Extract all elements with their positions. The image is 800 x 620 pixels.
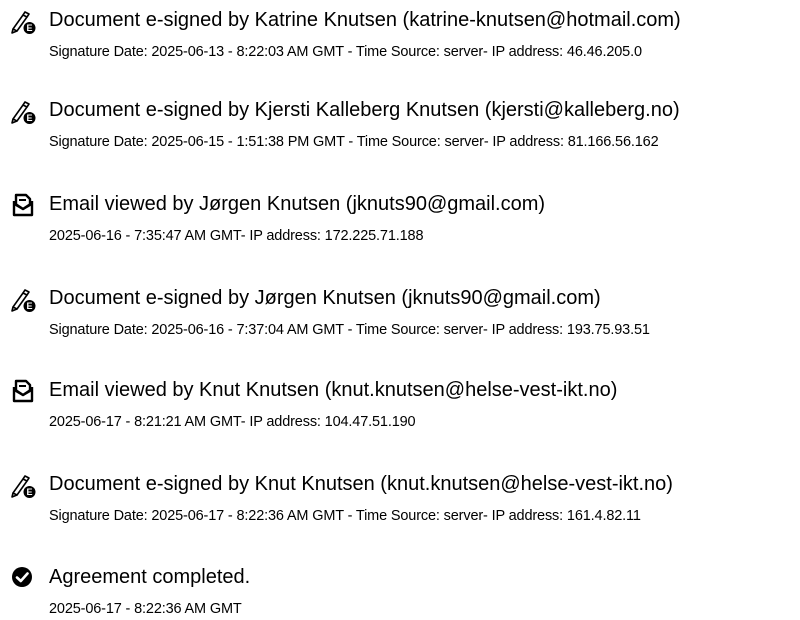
- svg-text:E: E: [26, 487, 33, 498]
- event-title: Document e-signed by Jørgen Knutsen (jknuts90@gmail.com): [49, 287, 601, 309]
- event-detail: Signature Date: 2025-06-15 - 1:51:38 PM GMT - Time Source: server- IP address: 81.166.56.162: [49, 134, 659, 150]
- event-detail: Signature Date: 2025-06-16 - 7:37:04 AM GMT - Time Source: server- IP address: 193.75.93.51: [49, 322, 650, 338]
- signature-pen-icon: [10, 473, 36, 499]
- event-detail: Signature Date: 2025-06-13 - 8:22:03 AM GMT - Time Source: server- IP address: 46.46.205.0: [49, 44, 642, 60]
- svg-text:E: E: [26, 23, 33, 34]
- signature-pen-icon: [10, 287, 36, 313]
- svg-text:E: E: [26, 301, 33, 312]
- event-detail: Signature Date: 2025-06-17 - 8:22:36 AM GMT - Time Source: server- IP address: 161.4.82.11: [49, 508, 641, 524]
- event-title: Document e-signed by Katrine Knutsen (katrine-knutsen@hotmail.com): [49, 9, 681, 31]
- svg-text:E: E: [26, 113, 33, 124]
- event-title: Email viewed by Jørgen Knutsen (jknuts90@gmail.com): [49, 193, 546, 215]
- event-detail: 2025-06-17 - 8:22:36 AM GMT: [49, 601, 242, 617]
- event-title: Document e-signed by Knut Knutsen (knut.knutsen@helse-vest-ikt.no): [49, 473, 673, 495]
- email-viewed-icon: [10, 192, 36, 218]
- email-viewed-icon: [10, 378, 36, 404]
- event-detail: 2025-06-16 - 7:35:47 AM GMT- IP address: 172.225.71.188: [49, 228, 424, 244]
- event-title: Agreement completed.: [49, 566, 251, 588]
- signature-pen-icon: [10, 99, 36, 125]
- event-title: Document e-signed by Kjersti Kalleberg Knutsen (kjersti@kalleberg.no): [49, 99, 680, 121]
- signature-pen-icon: [10, 9, 36, 35]
- event-title: Email viewed by Knut Knutsen (knut.knutsen@helse-vest-ikt.no): [49, 379, 618, 401]
- check-circle-icon: [10, 566, 36, 592]
- event-detail: 2025-06-17 - 8:21:21 AM GMT- IP address: 104.47.51.190: [49, 414, 416, 430]
